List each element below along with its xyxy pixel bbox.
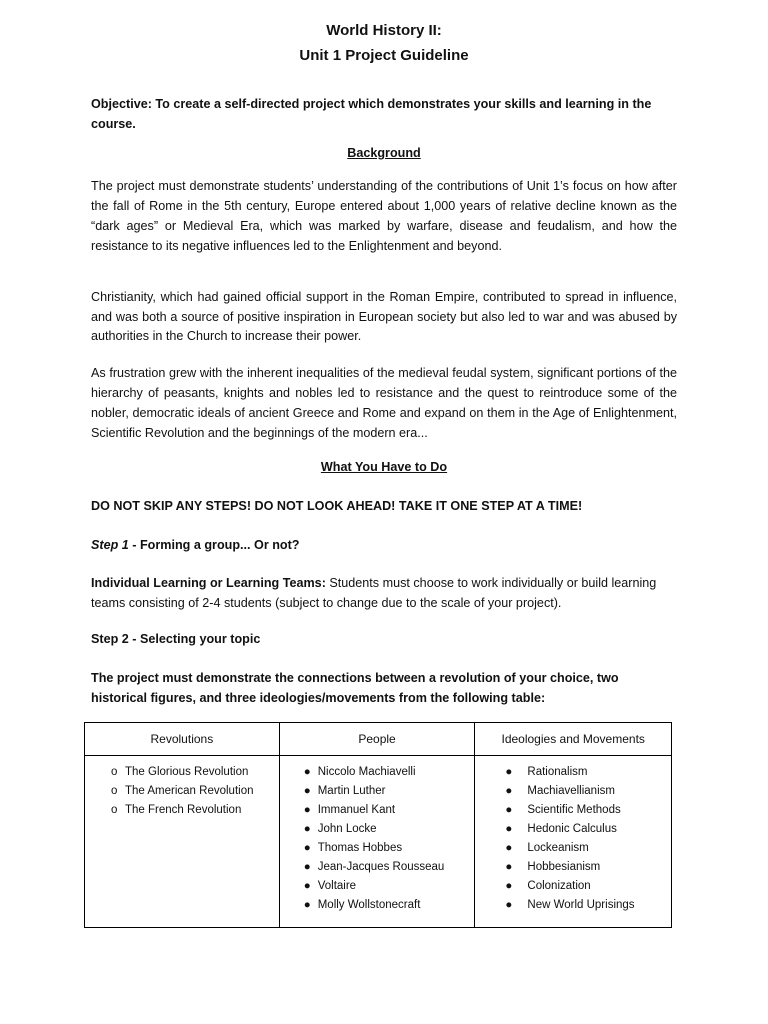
people-cell — [279, 756, 475, 928]
dot-bullet-icon: ● — [505, 785, 513, 797]
individual-label: Individual Learning or Learning Teams: — [91, 576, 326, 590]
list-item: o The American Revolution — [85, 782, 279, 801]
list-item: ● Scientific Methods — [475, 801, 671, 820]
background-paragraph-1: The project must demonstrate students’ understanding of the contributions of Unit 1’s focus on how after the fall of Rome in the 5th century, Europe entered about 1,000 years of relative decline known as the “dark ages” or Medieval Era, which was marked by warfare, disease and feudalism, and how the resistance to its negative influences led to the Enlightenment and beyond. — [91, 179, 677, 253]
demonstrate-paragraph: The project must demonstrate the connections between a revolution of your choice, two historical figures, and three ideologies/movements from the following table: — [91, 671, 619, 705]
header-ideologies: Ideologies and Movements — [475, 723, 672, 756]
dot-bullet-icon: ● — [505, 899, 513, 911]
ideologies-list — [475, 763, 671, 915]
dot-bullet-icon: ● — [303, 842, 311, 854]
list-item: ● John Locke — [280, 820, 475, 839]
dot-bullet-icon: ● — [505, 842, 513, 854]
dot-bullet-icon: ● — [505, 861, 513, 873]
dot-bullet-icon: ● — [303, 766, 311, 778]
list-item: o The Glorious Revolution — [85, 763, 279, 782]
step1-line — [91, 535, 677, 555]
revolutions-list — [85, 763, 279, 820]
table-header-row — [85, 723, 672, 756]
table-row — [85, 756, 672, 928]
warning-text: DO NOT SKIP ANY STEPS! DO NOT LOOK AHEAD! TAKE IT ONE STEP AT A TIME! — [91, 499, 583, 513]
list-item: ● New World Uprisings — [475, 896, 671, 915]
list-item: o The French Revolution — [85, 801, 279, 820]
dot-bullet-icon: ● — [303, 823, 311, 835]
background-heading: Background — [347, 146, 421, 160]
list-item: ● Rationalism — [475, 763, 671, 782]
header-people: People — [279, 723, 475, 756]
people-list — [280, 763, 475, 915]
dot-bullet-icon: ● — [303, 899, 311, 911]
topics-table — [84, 722, 672, 928]
dot-bullet-icon: ● — [505, 766, 513, 778]
list-item: ● Lockeanism — [475, 839, 671, 858]
step2-line: Step 2 - Selecting your topic — [91, 632, 261, 646]
step1-text: - Forming a group... Or not? — [128, 538, 300, 552]
background-paragraph-3: As frustration grew with the inherent inequalities of the medieval feudal system, significant portions of the hierarchy of peasants, knights and nobles led to resistance and the quest to reintroduce some of the nobler, democratic ideals of ancient Greece and Rome and expand on them in the Age of Enlightenment, Scientific Revolution and the beginnings of the modern era... — [91, 366, 677, 440]
circle-bullet-icon: o — [111, 804, 118, 816]
individual-paragraph — [91, 573, 677, 613]
list-item: ● Hobbesianism — [475, 858, 671, 877]
todo-heading: What You Have to Do — [320, 460, 448, 474]
dot-bullet-icon: ● — [303, 880, 311, 892]
dot-bullet-icon: ● — [505, 880, 513, 892]
list-item: ● Niccolo Machiavelli — [280, 763, 475, 782]
list-item: ● Machiavellianism — [475, 782, 671, 801]
list-item: ● Jean-Jacques Rousseau — [280, 858, 475, 877]
revolutions-cell — [85, 756, 280, 928]
header-revolutions: Revolutions — [85, 723, 280, 756]
background-paragraph-2: Christianity, which had gained official support in the Roman Empire, contributed to spread in influence, and was both a source of positive inspiration in European society but also led to war and was abused by authorities in the Church to increase their power. — [91, 290, 677, 343]
circle-bullet-icon: o — [111, 785, 118, 797]
dot-bullet-icon: ● — [505, 804, 513, 816]
dot-bullet-icon: ● — [505, 823, 513, 835]
objective-paragraph: Objective: To create a self-directed project which demonstrates your skills and learning in the course. — [91, 97, 652, 131]
ideologies-cell — [475, 756, 672, 928]
list-item: ● Martin Luther — [280, 782, 475, 801]
dot-bullet-icon: ● — [303, 804, 311, 816]
individual-text: Students must choose to work individually or build learning teams consisting of 2-4 students (subject to change due to the scale of your project). — [91, 576, 657, 610]
dot-bullet-icon: ● — [303, 785, 311, 797]
circle-bullet-icon: o — [111, 766, 118, 778]
list-item: ● Molly Wollstonecraft — [280, 896, 475, 915]
list-item: ● Colonization — [475, 877, 671, 896]
list-item: ● Voltaire — [280, 877, 475, 896]
document-title-line2: Unit 1 Project Guideline — [299, 47, 469, 64]
list-item: ● Thomas Hobbes — [280, 839, 475, 858]
document-title-line1: World History II: — [326, 22, 442, 39]
step1-label: Step 1 — [91, 538, 129, 552]
list-item: ● Immanuel Kant — [280, 801, 475, 820]
dot-bullet-icon: ● — [303, 861, 311, 873]
list-item: ● Hedonic Calculus — [475, 820, 671, 839]
